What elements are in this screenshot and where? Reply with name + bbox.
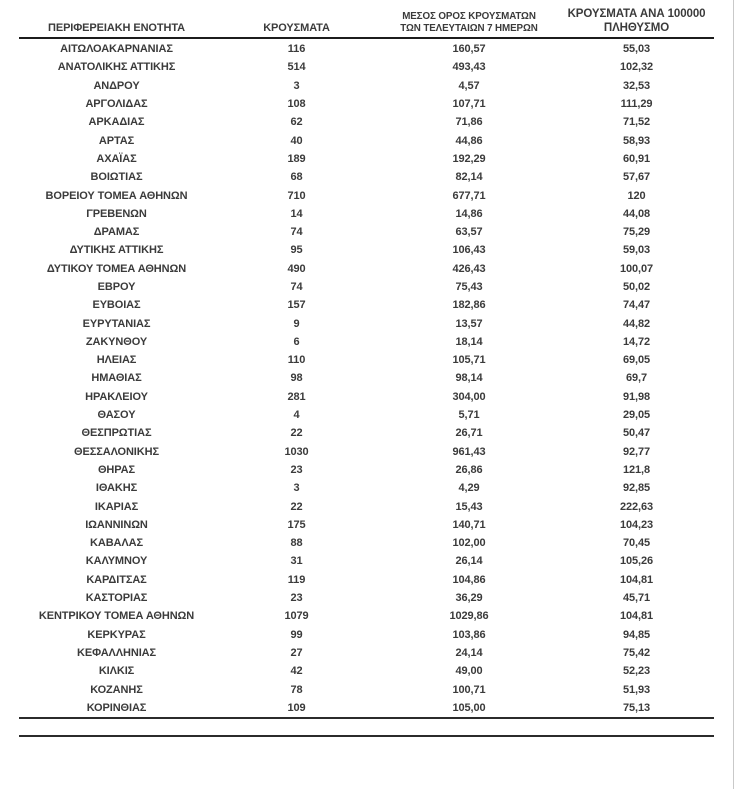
- table-row: [19, 699, 714, 717]
- cell-cases-per-100k: 51,93: [622, 683, 651, 696]
- cell-regional-unit: ΚΑΣΤΟΡΙΑΣ: [85, 592, 148, 605]
- table-row: [19, 113, 714, 131]
- table-row: [19, 644, 714, 662]
- cell-7day-average: 26,71: [455, 427, 483, 440]
- header-regional-unit: ΠΕΡΙΦΕΡΕΙΑΚΗ ΕΝΟΤΗΤΑ: [47, 22, 185, 34]
- cell-7day-average: 26,86: [455, 463, 483, 476]
- cell-cases: 1030: [284, 445, 309, 458]
- header-cases-per-100k-line1: ΚΡΟΥΣΜΑΤΑ ΑΝΑ 100000: [567, 8, 706, 20]
- table-header-row: [19, 8, 714, 39]
- cell-cases: 22: [290, 500, 303, 513]
- cell-cases-per-100k: 100,07: [619, 262, 654, 275]
- cell-cases-per-100k: 45,71: [622, 592, 651, 605]
- header-7day-average-line2: ΤΩΝ ΤΕΛΕΥΤΑΙΩΝ 7 ΗΜΕΡΩΝ: [400, 23, 538, 34]
- cell-regional-unit: ΑΝΑΤΟΛΙΚΗΣ ΑΤΤΙΚΗΣ: [57, 61, 176, 74]
- cell-cases: 116: [287, 43, 306, 56]
- cell-cases: 119: [287, 573, 306, 586]
- cell-cases: 490: [287, 262, 306, 275]
- table-row: [19, 388, 714, 406]
- cell-cases-per-100k: 50,02: [622, 281, 651, 293]
- cell-regional-unit: ΚΟΖΑΝΗΣ: [90, 683, 143, 696]
- cell-cases: 88: [290, 537, 303, 550]
- cell-cases-per-100k: 52,23: [622, 665, 651, 678]
- cell-cases: 23: [290, 463, 303, 476]
- table-body: [19, 39, 714, 717]
- cell-cases-per-100k: 121,8: [622, 463, 651, 476]
- cell-7day-average: 44,86: [455, 134, 483, 147]
- cell-7day-average: 71,86: [455, 116, 483, 129]
- cell-cases-per-100k: 58,93: [622, 134, 651, 147]
- cell-cases: 710: [287, 189, 306, 202]
- header-cases: ΚΡΟΥΣΜΑΤΑ: [263, 22, 330, 34]
- table-row: [19, 516, 714, 534]
- table-row: [19, 626, 714, 644]
- cell-regional-unit: ΚΕΝΤΡΙΚΟΥ ΤΟΜΕΑ ΑΘΗΝΩΝ: [38, 610, 195, 623]
- cell-cases: 42: [290, 665, 303, 678]
- cell-regional-unit: ΑΡΤΑΣ: [98, 134, 135, 147]
- cell-regional-unit: ΘΕΣΠΡΩΤΙΑΣ: [81, 427, 152, 440]
- cell-7day-average: 304,00: [452, 390, 486, 403]
- cell-regional-unit: ΚΕΦΑΛΛΗΝΙΑΣ: [76, 646, 157, 659]
- regional-cases-table: [19, 8, 714, 737]
- cell-cases-per-100k: 104,81: [619, 573, 654, 586]
- cell-cases: 514: [287, 61, 306, 74]
- cell-7day-average: 4,29: [458, 482, 480, 495]
- table-row: [19, 168, 714, 186]
- cell-7day-average: 26,14: [455, 555, 483, 568]
- cell-7day-average: 105,71: [452, 354, 486, 367]
- cell-regional-unit: ΚΕΡΚΥΡΑΣ: [87, 628, 146, 641]
- cell-cases-per-100k: 102,32: [619, 61, 654, 74]
- cell-7day-average: 5,71: [458, 409, 480, 422]
- table-row: [19, 40, 714, 58]
- table-row: [19, 479, 714, 497]
- cell-7day-average: 182,86: [452, 299, 486, 312]
- cell-7day-average: 18,14: [455, 335, 483, 348]
- cell-cases-per-100k: 50,47: [622, 427, 651, 440]
- cell-cases: 281: [287, 390, 306, 403]
- cell-regional-unit: ΒΟΡΕΙΟΥ ΤΟΜΕΑ ΑΘΗΝΩΝ: [45, 189, 188, 202]
- table-row: [19, 150, 714, 168]
- cell-cases: 175: [287, 518, 306, 531]
- table-row: [19, 205, 714, 223]
- cell-regional-unit: ΑΡΓΟΛΙΔΑΣ: [85, 98, 148, 111]
- cell-cases-per-100k: 92,85: [622, 482, 651, 495]
- cell-7day-average: 15,43: [455, 500, 483, 513]
- cell-cases-per-100k: 105,26: [619, 555, 654, 568]
- cell-7day-average: 192,29: [452, 152, 486, 165]
- cell-cases-per-100k: 32,53: [622, 79, 651, 92]
- cell-cases: 1079: [284, 610, 309, 623]
- cell-cases: 4: [293, 409, 300, 422]
- cell-regional-unit: ΙΘΑΚΗΣ: [95, 482, 138, 495]
- cell-cases: 108: [287, 98, 306, 111]
- cell-cases-per-100k: 120: [627, 189, 646, 202]
- cell-regional-unit: ΗΛΕΙΑΣ: [96, 354, 137, 367]
- cell-cases: 27: [290, 646, 303, 659]
- table-row: [19, 571, 714, 589]
- cell-regional-unit: ΑΡΚΑΔΙΑΣ: [88, 116, 145, 129]
- cell-cases: 78: [290, 683, 303, 696]
- cell-regional-unit: ΕΥΡΥΤΑΝΙΑΣ: [82, 317, 151, 330]
- cell-cases-per-100k: 222,63: [619, 500, 654, 513]
- table-row: [19, 333, 714, 351]
- table-row: [19, 278, 714, 296]
- cell-cases: 74: [290, 226, 303, 239]
- cell-regional-unit: ΕΒΡΟΥ: [97, 281, 136, 293]
- cell-cases: 40: [290, 134, 303, 147]
- cell-cases-per-100k: 92,77: [622, 445, 651, 458]
- cell-cases: 110: [287, 354, 306, 367]
- table-row: [19, 461, 714, 479]
- cell-regional-unit: ΗΜΑΘΙΑΣ: [91, 372, 142, 385]
- table-row: [19, 424, 714, 442]
- table-row: [19, 552, 714, 570]
- cell-cases: 14: [290, 207, 303, 220]
- cell-cases-per-100k: 55,03: [622, 43, 651, 56]
- cell-regional-unit: ΘΕΣΣΑΛΟΝΙΚΗΣ: [74, 445, 159, 458]
- cell-cases-per-100k: 104,23: [619, 518, 654, 531]
- table-row: [19, 95, 714, 113]
- cell-7day-average: 36,29: [455, 592, 483, 605]
- cell-7day-average: 49,00: [455, 665, 483, 678]
- table-row: [19, 223, 714, 241]
- cell-regional-unit: ΔΡΑΜΑΣ: [93, 226, 140, 239]
- cell-regional-unit: ΒΟΙΩΤΙΑΣ: [90, 171, 143, 184]
- cell-cases: 189: [287, 152, 306, 165]
- cell-cases-per-100k: 75,13: [622, 701, 651, 714]
- cell-regional-unit: ΚΑΡΔΙΤΣΑΣ: [86, 573, 147, 586]
- header-7day-average-line1: ΜΕΣΟΣ ΟΡΟΣ ΚΡΟΥΣΜΑΤΩΝ: [402, 11, 536, 22]
- cell-regional-unit: ΓΡΕΒΕΝΩΝ: [86, 207, 147, 220]
- cell-regional-unit: ΔΥΤΙΚΗΣ ΑΤΤΙΚΗΣ: [69, 244, 164, 257]
- cell-cases: 95: [290, 244, 303, 257]
- cell-cases-per-100k: 14,72: [622, 335, 651, 348]
- table-row: [19, 58, 714, 76]
- cell-cases: 74: [290, 281, 303, 293]
- table-row: [19, 369, 714, 387]
- cell-cases-per-100k: 29,05: [622, 409, 651, 422]
- cell-7day-average: 103,86: [452, 628, 486, 641]
- cell-7day-average: 677,71: [452, 189, 486, 202]
- cell-regional-unit: ΚΑΛΥΜΝΟΥ: [85, 555, 148, 568]
- cell-regional-unit: ΘΗΡΑΣ: [97, 463, 136, 476]
- cell-regional-unit: ΑΝΔΡΟΥ: [93, 79, 140, 92]
- cell-cases-per-100k: 57,67: [622, 171, 651, 184]
- cell-cases-per-100k: 104,81: [619, 610, 654, 623]
- cell-cases-per-100k: 44,08: [622, 207, 651, 220]
- cell-cases: 62: [290, 116, 303, 129]
- cell-cases: 68: [290, 171, 303, 184]
- table-row: [19, 406, 714, 424]
- cell-cases: 6: [293, 335, 300, 348]
- cell-7day-average: 493,43: [452, 61, 486, 74]
- cell-7day-average: 13,57: [455, 317, 483, 330]
- table-row: [19, 186, 714, 204]
- cell-cases-per-100k: 94,85: [622, 628, 651, 641]
- cell-cases: 3: [293, 79, 300, 92]
- cell-regional-unit: ΕΥΒΟΙΑΣ: [92, 299, 141, 312]
- cell-cases-per-100k: 60,91: [622, 152, 651, 165]
- cell-regional-unit: ΘΑΣΟΥ: [97, 409, 136, 422]
- cell-7day-average: 102,00: [452, 537, 486, 550]
- table-row: [19, 351, 714, 369]
- cell-7day-average: 100,71: [452, 683, 486, 696]
- cell-cases-per-100k: 75,42: [622, 646, 651, 659]
- cell-7day-average: 961,43: [452, 445, 486, 458]
- cell-7day-average: 104,86: [452, 573, 486, 586]
- table-row: [19, 131, 714, 149]
- cell-7day-average: 4,57: [458, 79, 480, 92]
- cell-regional-unit: ΖΑΚΥΝΘΟΥ: [85, 335, 148, 348]
- table-row: [19, 662, 714, 680]
- cell-cases-per-100k: 70,45: [622, 537, 651, 550]
- table-row: [19, 607, 714, 625]
- cell-regional-unit: ΑΙΤΩΛΟΑΚΑΡΝΑΝΙΑΣ: [60, 43, 173, 56]
- cell-7day-average: 14,86: [455, 207, 483, 220]
- table-row: [19, 296, 714, 314]
- header-7day-average: [379, 11, 559, 35]
- cell-cases-per-100k: 44,82: [622, 317, 651, 330]
- cell-regional-unit: ΑΧΑΪΑΣ: [96, 152, 137, 165]
- table-empty-row: [19, 719, 714, 735]
- cell-7day-average: 82,14: [455, 171, 483, 184]
- cell-7day-average: 140,71: [452, 518, 486, 531]
- table-row: [19, 589, 714, 607]
- cell-cases-per-100k: 71,52: [622, 116, 651, 129]
- table-end-border: [19, 735, 714, 737]
- cell-7day-average: 75,43: [455, 281, 483, 293]
- cell-regional-unit: ΙΩΑΝΝΙΝΩΝ: [85, 518, 148, 531]
- cell-regional-unit: ΔΥΤΙΚΟΥ ΤΟΜΕΑ ΑΘΗΝΩΝ: [46, 262, 187, 275]
- cell-cases: 157: [287, 299, 306, 312]
- cell-cases: 109: [287, 701, 306, 714]
- cell-regional-unit: ΚΟΡΙΝΘΙΑΣ: [86, 701, 147, 714]
- table-row: [19, 680, 714, 698]
- cell-cases-per-100k: 69,05: [622, 354, 651, 367]
- cell-7day-average: 24,14: [455, 646, 483, 659]
- cell-regional-unit: ΚΑΒΑΛΑΣ: [90, 537, 143, 550]
- cell-cases: 98: [290, 372, 303, 385]
- header-cases-per-100k-line2: ΠΛΗΘΥΣΜΟ: [603, 21, 670, 34]
- cell-cases-per-100k: 74,47: [622, 299, 651, 312]
- table-row: [19, 77, 714, 95]
- header-cases-per-100k: [559, 8, 714, 35]
- cell-cases: 99: [290, 628, 303, 641]
- cell-7day-average: 105,00: [452, 701, 486, 714]
- cell-cases-per-100k: 59,03: [622, 244, 651, 257]
- cell-cases: 22: [290, 427, 303, 440]
- cell-regional-unit: ΙΚΑΡΙΑΣ: [94, 500, 139, 513]
- table-row: [19, 241, 714, 259]
- cell-7day-average: 106,43: [452, 244, 486, 257]
- cell-7day-average: 426,43: [452, 262, 486, 275]
- cell-cases: 9: [293, 317, 300, 330]
- cell-cases-per-100k: 111,29: [620, 98, 653, 111]
- cell-cases: 31: [290, 555, 303, 568]
- cell-cases: 23: [290, 592, 303, 605]
- cell-7day-average: 107,71: [452, 98, 486, 111]
- cell-regional-unit: ΚΙΛΚΙΣ: [98, 665, 135, 678]
- cell-7day-average: 160,57: [452, 43, 486, 56]
- cell-cases-per-100k: 91,98: [622, 390, 651, 403]
- cell-cases: 3: [293, 482, 300, 495]
- table-row: [19, 497, 714, 515]
- cell-7day-average: 63,57: [455, 226, 483, 239]
- table-row: [19, 534, 714, 552]
- cell-7day-average: 98,14: [455, 372, 483, 385]
- cell-cases-per-100k: 69,7: [625, 372, 647, 385]
- cell-cases-per-100k: 75,29: [622, 226, 651, 239]
- table-row: [19, 314, 714, 332]
- cell-7day-average: 1029,86: [449, 610, 489, 623]
- table-row: [19, 260, 714, 278]
- table-row: [19, 443, 714, 461]
- cell-regional-unit: ΗΡΑΚΛΕΙΟΥ: [85, 390, 148, 403]
